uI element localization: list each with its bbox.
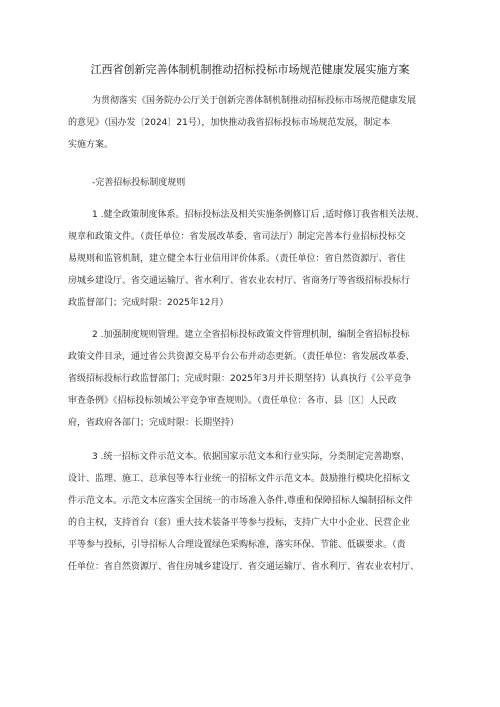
paragraph-line: 1 .健全政策制度体系。招标投标法及相关实施条例修订后 ,适时修订我省相关法规、 [92,210,425,220]
section-heading-text: -完善招标投标制度规则 [92,178,186,188]
paragraph-line: 任单位：省自然资源厅、省住房城乡建设厅、省交通运输厅、省水利厅、省农业农村厅、 [68,562,420,572]
paragraph-line: 实施方案。 [68,140,114,150]
item-3-paragraph [68,446,436,578]
item-2-paragraph [68,324,436,434]
paragraph-line: 府，省政府各部门；完成时限：长期坚持） [68,418,240,428]
paragraph-line: 的意见》（国办发〔2024〕21号），加快推动我省招标投标市场规范发展，制定本 [68,118,391,128]
paragraph-line: 件示范文本。示范文本应落实全国统一的市场准入条件,尊重和保障招标人编制招标文件 [68,496,413,506]
paragraph-line: 政监督部门；完成时限：2025年12月） [68,298,229,308]
paragraph-line: 的自主权，支持首台（套）重大技术装备平等参与投标，支持广大中小企业、民营企业 [68,518,411,528]
paragraph-line: 平等参与投标，引导招标人合理设置绿色采购标准，落实环保、节能、低碳要求。（责 [68,540,406,550]
intro-paragraph [68,90,436,156]
paragraph-line: 房城乡建设厅、省交通运输厅、省水利厅、省农业农村厅、省商务厅等省级招标投标行 [68,276,411,286]
paragraph-line: 为贯彻落实《国务院办公厅关于创新完善体制机制推动招标投标市场规范健康发展 [92,96,417,106]
paragraph-line: 政策文件目录，通过省公共资源交易平台公布并动态更新。（责任单位：省发展改革委、 [68,352,415,362]
section-heading [68,172,436,194]
paragraph-line: 2 .加强制度规则管理。建立全省招标投标政策文件管理机制，编制全省招标投标 [92,330,410,340]
paragraph-line: 省级招标投标行政监督部门；完成时限：2025年3月并长期坚持）认真执行《公平竞争 [68,374,412,384]
paragraph-line: 3 .统一招标文件示范文本。依据国家示范文本和行业实际，分类制定完善勘察、 [92,452,410,462]
item-1-paragraph [68,204,436,314]
paragraph-line: 规章和政策文件。（责任单位：省发展改革委、省司法厅）制定完善本行业招标投标交 [68,232,406,242]
paragraph-line: 易规则和监管机制，建立健全本行业信用评价体系。（责任单位：省自然资源厅、省住 [68,254,406,264]
paragraph-line: 审查条例》《招标投标领域公平竞争审查规则》。（责任单位：各市、县〔区〕人民政 [68,396,397,406]
document-title: 江西省创新完善体制机制推动招标投标市场规范健康发展实施方案 [90,63,410,76]
paragraph-line: 设计、监理、施工、总承包等本行业统一的招标文件示范文本。鼓励推行模块化招标文 [68,474,411,484]
